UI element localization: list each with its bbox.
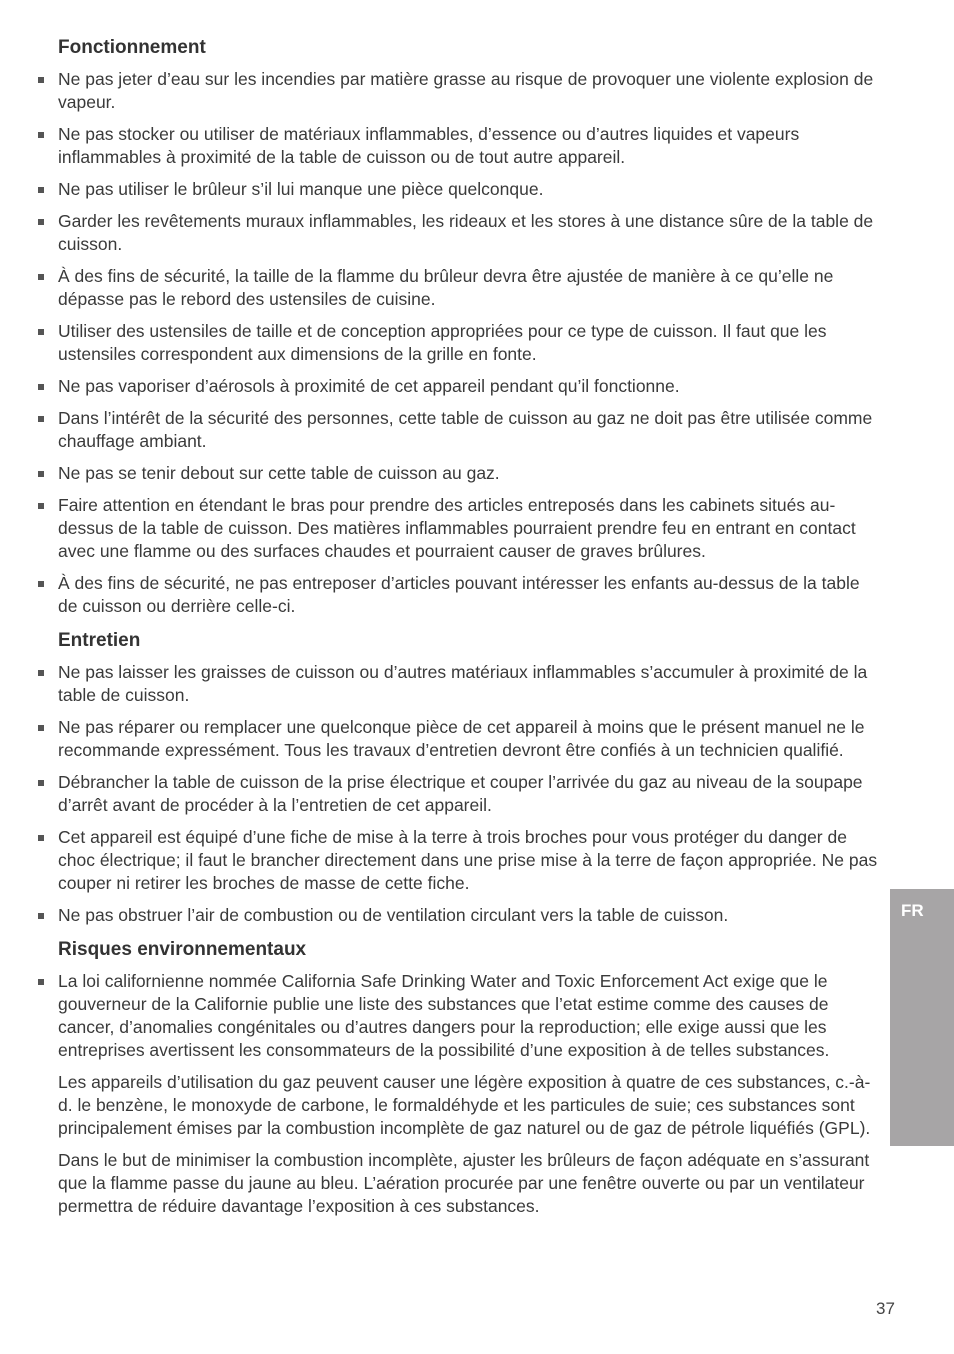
list-item: Cet appareil est équipé d’une fiche de mise à la terre à trois broches pour vous protéger du danger de choc électrique; il faut le brancher directement dans une prise mise à la terre de façon appropriée. Ne pas couper ni retirer les broches de masse de cette fiche. [58,826,880,895]
section-risques [58,936,880,1218]
list-item: Ne pas laisser les graisses de cuisson ou d’autres matériaux inflammables s’accumuler à proximité de la table de cuisson. [58,661,880,707]
list-item: À des fins de sécurité, ne pas entreposer d’articles pouvant intéresser les enfants au-dessus de la table de cuisson ou derrière celle-ci. [58,572,880,618]
list-item: Faire attention en étendant le bras pour prendre des articles entreposés dans les cabinets situés au-dessus de la table de cuisson. Des matières inflammables pourraient prendre feu en entrant en contact avec une flamme ou des surfaces chaudes et pourraient causer de graves brûlures. [58,494,880,563]
page-number: 37 [876,1299,895,1318]
language-tab [890,889,954,1146]
list-item: Utiliser des ustensiles de taille et de conception appropriées pour ce type de cuisson. Il faut que les ustensiles correspondent aux dimensions de la grille en fonte. [58,320,880,366]
list-item: Débrancher la table de cuisson de la prise électrique et couper l’arrivée du gaz au niveau de la soupape d’arrêt avant de procéder à la l’entretien de cet appareil. [58,771,880,817]
list-item: Ne pas obstruer l’air de combustion ou de ventilation circulant vers la table de cuisson. [58,904,880,927]
list-item: À des fins de sécurité, la taille de la flamme du brûleur devra être ajustée de manière à ce qu’elle ne dépasse pas le rebord des ustensiles de cuisine. [58,265,880,311]
section-entretien [58,627,880,927]
list-item: Ne pas stocker ou utiliser de matériaux inflammables, d’essence ou d’autres liquides et vapeurs inflammables à proximité de la table de cuisson ou de tout autre appareil. [58,123,880,169]
list-item: Ne pas réparer ou remplacer une quelconque pièce de cet appareil à moins que le présent manuel ne le recommande expressément. Tous les travaux d’entretien devront être confiés à un technicien qualifié. [58,716,880,762]
section-heading: Fonctionnement [58,37,206,58]
list-item: Ne pas jeter d’eau sur les incendies par matière grasse au risque de provoquer une violente explosion de vapeur. [58,68,880,114]
paragraph: Les appareils d’utilisation du gaz peuvent causer une légère exposition à quatre de ces substances, c.-à-d. le benzène, le monoxyde de carbone, le formaldéhyde et les particules de suie; ces substances sont principalement émises par la combustion incomplète de gaz naturel ou de gaz de pétrole liquéfiés (GPL). [58,1072,871,1138]
paragraph: Dans le but de minimiser la combustion incomplète, ajuster les brûleurs de façon adéquate en s’assurant que la flamme passe du jaune au bleu. L’aération procurée par une fenêtre ouverte ou par un ventilateur permettra de réduire davantage l’exposition à ces substances. [58,1150,870,1216]
bullet-list [58,68,880,618]
section-heading: Risques environnementaux [58,939,307,960]
bullet-list [58,970,880,1062]
list-item: Ne pas utiliser le brûleur s’il lui manque une pièce quelconque. [58,178,880,201]
list-item: Ne pas se tenir debout sur cette table de cuisson au gaz. [58,462,880,485]
language-tab-label: FR [901,901,924,920]
list-item: Garder les revêtements muraux inflammables, les rideaux et les stores à une distance sûre de la table de cuisson. [58,210,880,256]
list-item: La loi californienne nommée California Safe Drinking Water and Toxic Enforcement Act exige que le gouverneur de la Californie publie une liste des substances que l’etat estime comme des causes de cancer, d’anomalies congénitales ou d’autres dangers pour la reproduction; elle exige aussi que les entreprises avertissent les consommateurs de la possibilité d’une exposition à de telles substances. [58,970,880,1062]
section-fonctionnement [58,34,880,618]
bullet-list [58,661,880,927]
list-item: Ne pas vaporiser d’aérosols à proximité de cet appareil pendant qu’il fonctionne. [58,375,880,398]
page-content [58,34,880,1227]
list-item: Dans l’intérêt de la sécurité des personnes, cette table de cuisson au gaz ne doit pas être utilisée comme chauffage ambiant. [58,407,880,453]
section-heading: Entretien [58,630,141,651]
